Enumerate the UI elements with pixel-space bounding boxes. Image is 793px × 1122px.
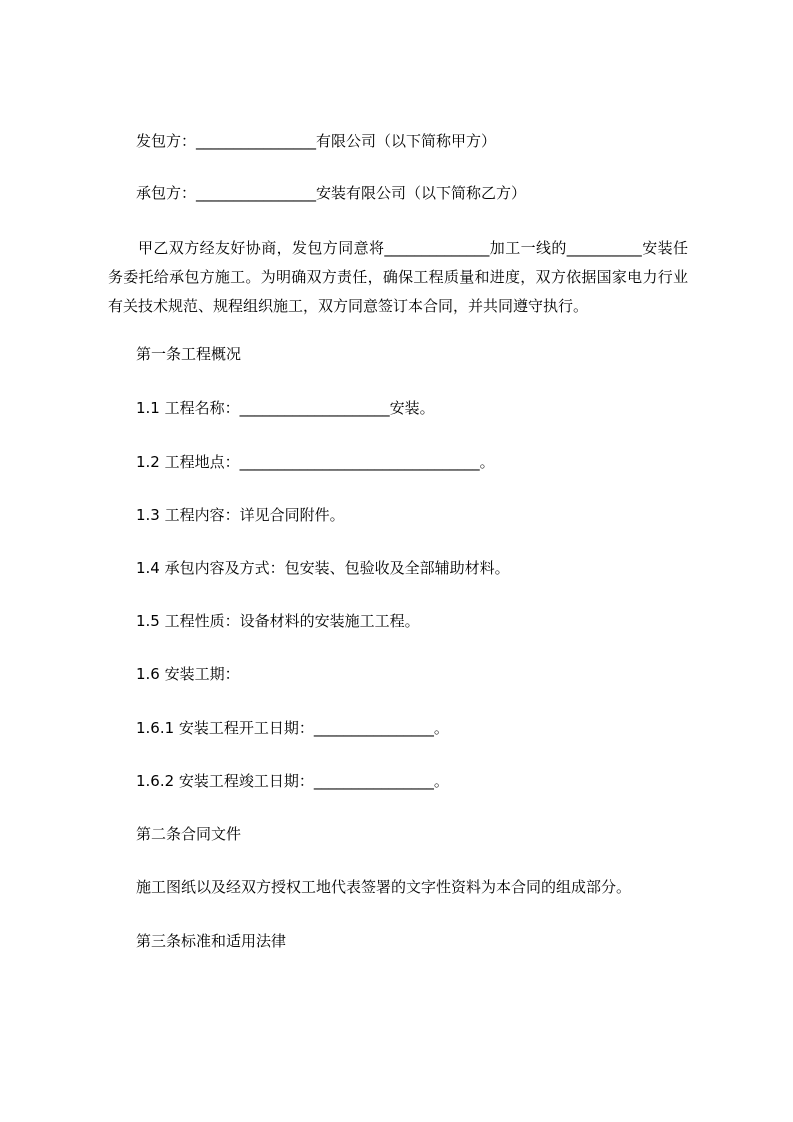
item-1-3: 1.3 工程内容：详见合同附件。 [136, 506, 345, 524]
party-b-line: 承包方：________________安装有限公司（以下简称乙方） [136, 184, 527, 202]
article-1-title: 第一条工程概况 [136, 345, 242, 363]
item-1-6: 1.6 安装工期： [136, 665, 240, 683]
item-1-6-2: 1.6.2 安装工程竣工日期：________________。 [136, 772, 449, 790]
article-2-body: 施工图纸以及经双方授权工地代表签署的文字性资料为本合同的组成部分。 [136, 878, 632, 896]
intro-paragraph: 甲乙双方经友好协商，发包方同意将______________加工一线的__________安装任务委托给承包方施工。为明确双方责任，确保工程质量和进度，双方依据国家电力行业有关技术规范、规程组织施工，双方同意签订本合同，并共同遵守执行。 [108, 239, 688, 315]
item-1-6-1: 1.6.1 安装工程开工日期：________________。 [136, 719, 449, 737]
party-a-line: 发包方：________________有限公司（以下简称甲方） [136, 132, 497, 150]
article-3-title: 第三条标准和适用法律 [136, 932, 287, 950]
item-1-1: 1.1 工程名称：____________________安装。 [136, 399, 435, 417]
item-1-2: 1.2 工程地点：________________________________。 [136, 453, 495, 471]
item-1-4: 1.4 承包内容及方式：包安装、包验收及全部辅助材料。 [136, 559, 510, 577]
article-2-title: 第二条合同文件 [136, 825, 242, 843]
item-1-5: 1.5 工程性质：设备材料的安装施工工程。 [136, 612, 420, 630]
